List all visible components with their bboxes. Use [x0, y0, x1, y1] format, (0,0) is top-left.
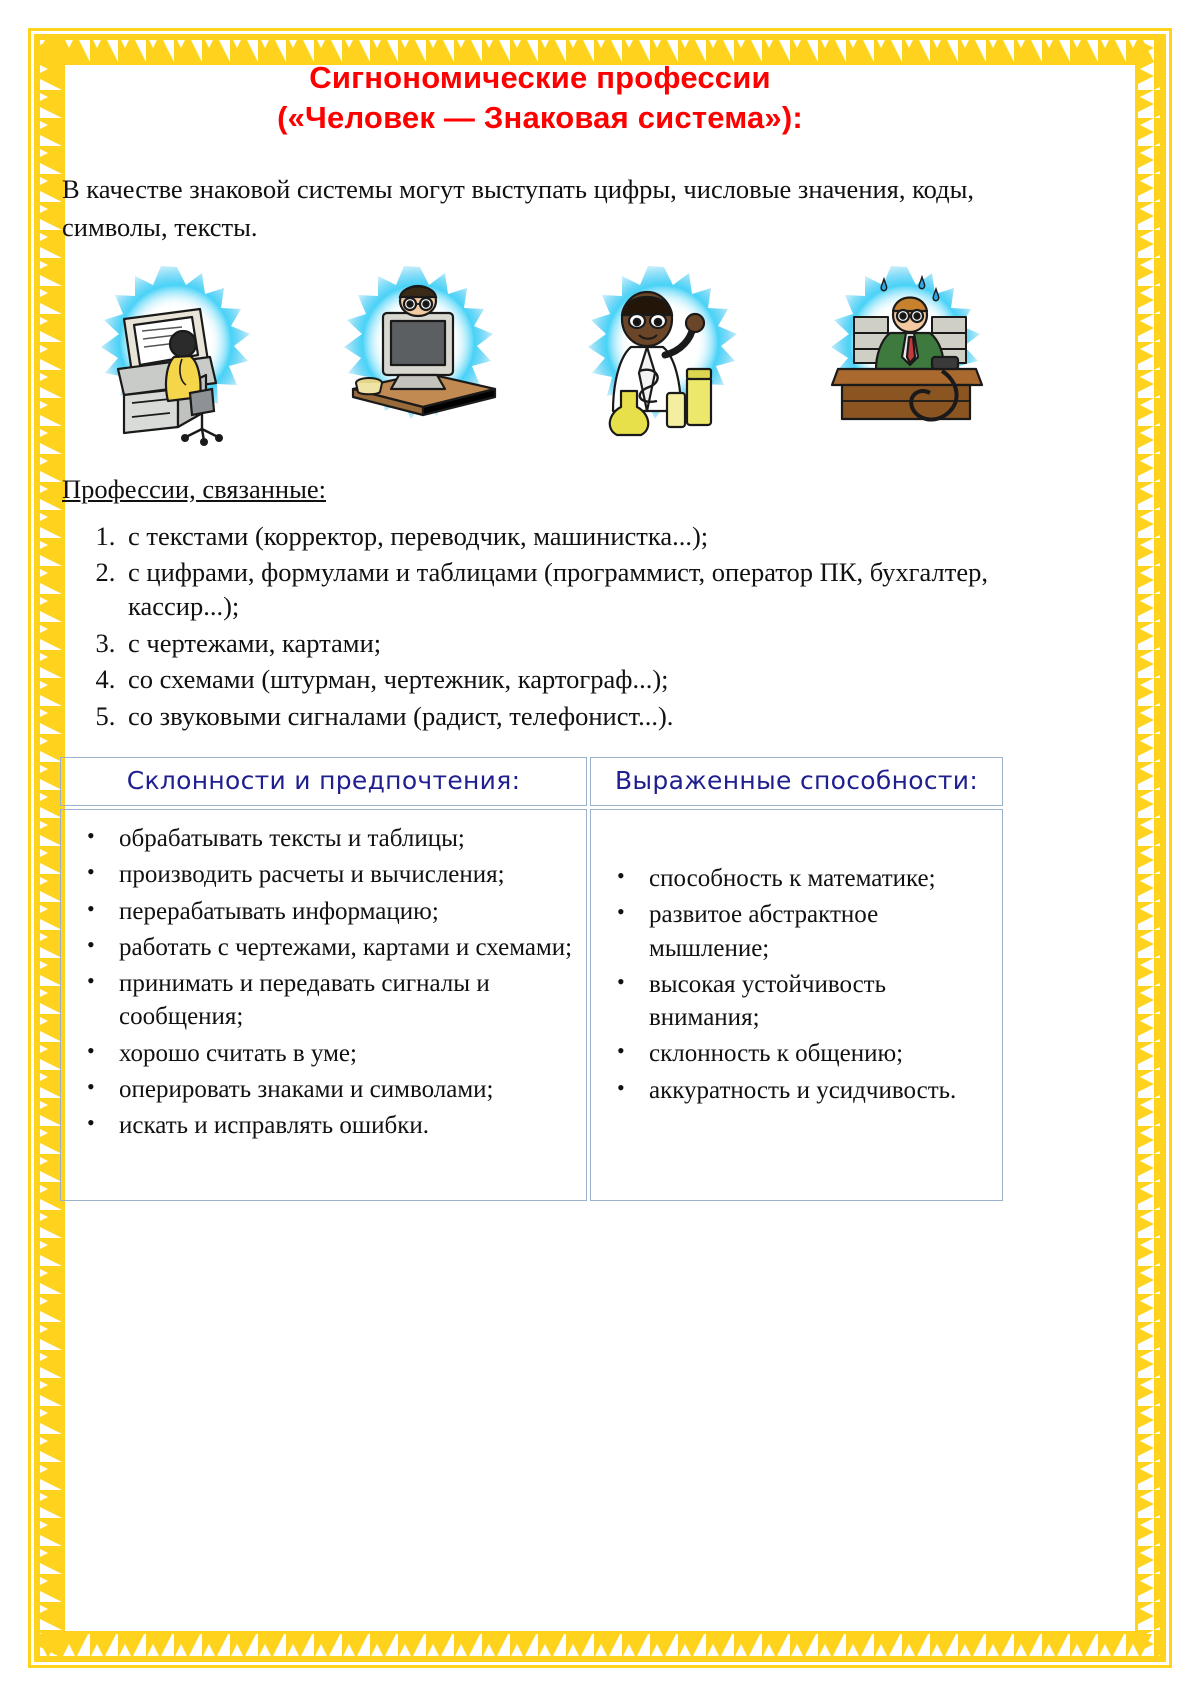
inclinations-list [61, 822, 576, 1142]
list-item: • обрабатывать тексты и таблицы; [117, 822, 576, 855]
person-at-desk-with-document-icon [82, 261, 272, 446]
abilities-list [591, 862, 992, 1107]
table-body-row [60, 809, 1003, 1201]
list-item: 5. со звуковыми сигналами (радист, телефонист...). [122, 699, 1020, 733]
list-item: • производить расчеты и вычисления; [117, 858, 576, 891]
table-cell-abilities [590, 809, 1003, 1201]
list-item: 1. с текстами (корректор, переводчик, машинистка...); [122, 519, 1020, 553]
list-item: • хорошо считать в уме; [117, 1037, 576, 1070]
list-item: • работать с чертежами, картами и схемами; [117, 931, 576, 964]
list-item: • высокая устойчивость внимания; [647, 968, 992, 1035]
person-at-computer-icon [325, 261, 515, 446]
traits-table [60, 757, 1003, 1201]
page-title-line-2: («Человек — Знаковая система»): [277, 99, 803, 135]
intro-paragraph: В качестве знаковой системы могут выступать цифры, числовые значения, коды, символы, тексты. [62, 174, 975, 242]
scientist-with-flasks-icon [569, 261, 759, 446]
page-title [60, 58, 1020, 137]
list-item: • способность к математике; [647, 862, 992, 895]
list-item: • развитое абстрактное мышление; [647, 898, 992, 965]
list-item: 2. с цифрами, формулами и таблицами (программист, оператор ПК, бухгалтер, кассир...); [122, 555, 1020, 624]
table-header-row [60, 757, 1003, 806]
professions-heading: Профессии, связанные: [62, 473, 327, 504]
table-cell-inclinations [60, 809, 587, 1201]
list-item: • перерабатывать информацию; [117, 895, 576, 928]
illustration-row [60, 261, 1020, 446]
list-item: 4. со схемами (штурман, чертежник, картограф...); [122, 662, 1020, 696]
list-item: • аккуратность и усидчивость. [647, 1074, 992, 1107]
list-item: • склонность к общению; [647, 1037, 992, 1070]
table-header-inclinations: Склонности и предпочтения: [60, 757, 587, 806]
list-item: 3. с чертежами, картами; [122, 626, 1020, 660]
operator-at-desk-with-phone-icon [812, 261, 1002, 446]
page-title-line-1: Сигнономические профессии [309, 60, 771, 95]
list-item: • оперировать знаками и символами; [117, 1073, 576, 1106]
list-item: • искать и исправлять ошибки. [117, 1109, 576, 1142]
professions-list [60, 519, 1020, 734]
list-item: • принимать и передавать сигналы и сообщения; [117, 967, 576, 1034]
page-content [60, 58, 1020, 1201]
table-header-abilities: Выраженные способности: [590, 757, 1003, 806]
